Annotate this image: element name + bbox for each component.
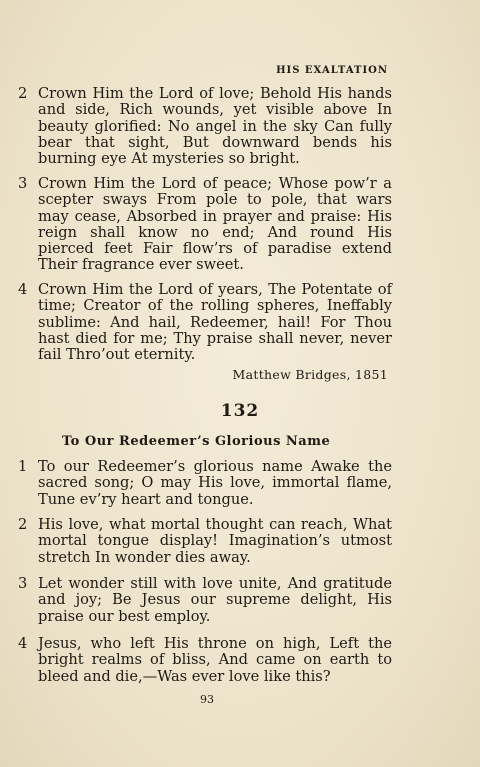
stanza-text: Crown Him the Lord of years, The Potentate of time; Creator of the rolling spheres, Ineffably sublime: And hail, Redeemer, hail! For Thou hast died for me; Thy praise shall never, never fail Thro’out eternity. bbox=[38, 281, 392, 364]
stanza-text: Crown Him the Lord of peace; Whose pow’r a scepter sways From pole to pole, that wars may cease, Absorbed in prayer and praise: His reign shall know no end; And round His pierced feet Fair flow’rs of paradise extend Their fragrance ever sweet. bbox=[38, 175, 392, 274]
hymn-stanza-3 bbox=[18, 576, 392, 625]
hymn-title: To Our Redeemer’s Glorious Name bbox=[62, 434, 331, 449]
hymn-stanza-2 bbox=[18, 517, 392, 566]
stanza-prev-2 bbox=[18, 86, 392, 167]
stanza-number: 3 bbox=[18, 175, 28, 192]
stanza-prev-4 bbox=[18, 282, 392, 363]
stanza-text: Jesus, who left His throne on high, Left the bright realms of bliss, And came on earth to bleed and die,—Was ever love like this? bbox=[38, 635, 392, 685]
stanza-number: 4 bbox=[18, 635, 28, 652]
stanza-number: 3 bbox=[18, 575, 28, 592]
stanza-number: 2 bbox=[18, 85, 28, 102]
stanza-text: Crown Him the Lord of love; Behold His hands and side, Rich wounds, yet visible above In beauty glorified: No angel in the sky Can fully bear that sight, But downward bends his burning eye At mysteries so bright. bbox=[38, 85, 392, 168]
hymn-number: 132 bbox=[220, 401, 260, 421]
stanza-prev-3 bbox=[18, 176, 392, 274]
hymn-stanza-4 bbox=[18, 636, 392, 685]
stanza-number: 1 bbox=[18, 458, 28, 475]
stanza-number: 2 bbox=[18, 516, 28, 533]
stanza-number: 4 bbox=[18, 281, 28, 298]
hymn-stanza-1 bbox=[18, 459, 392, 508]
running-header: HIS EXALTATION bbox=[276, 65, 388, 76]
stanza-text: His love, what mortal thought can reach, What mortal tongue display! Imagination’s utmost stretch In wonder dies away. bbox=[38, 516, 392, 566]
stanza-text: To our Redeemer’s glorious name Awake the sacred song; O may His love, immortal flame, Tune ev’ry heart and tongue. bbox=[38, 458, 392, 508]
author-attribution: Matthew Bridges, 1851 bbox=[232, 367, 388, 382]
stanza-text: Let wonder still with love unite, And gratitude and joy; Be Jesus our supreme delight, His praise our best employ. bbox=[38, 575, 392, 625]
page-number: 93 bbox=[200, 693, 214, 706]
